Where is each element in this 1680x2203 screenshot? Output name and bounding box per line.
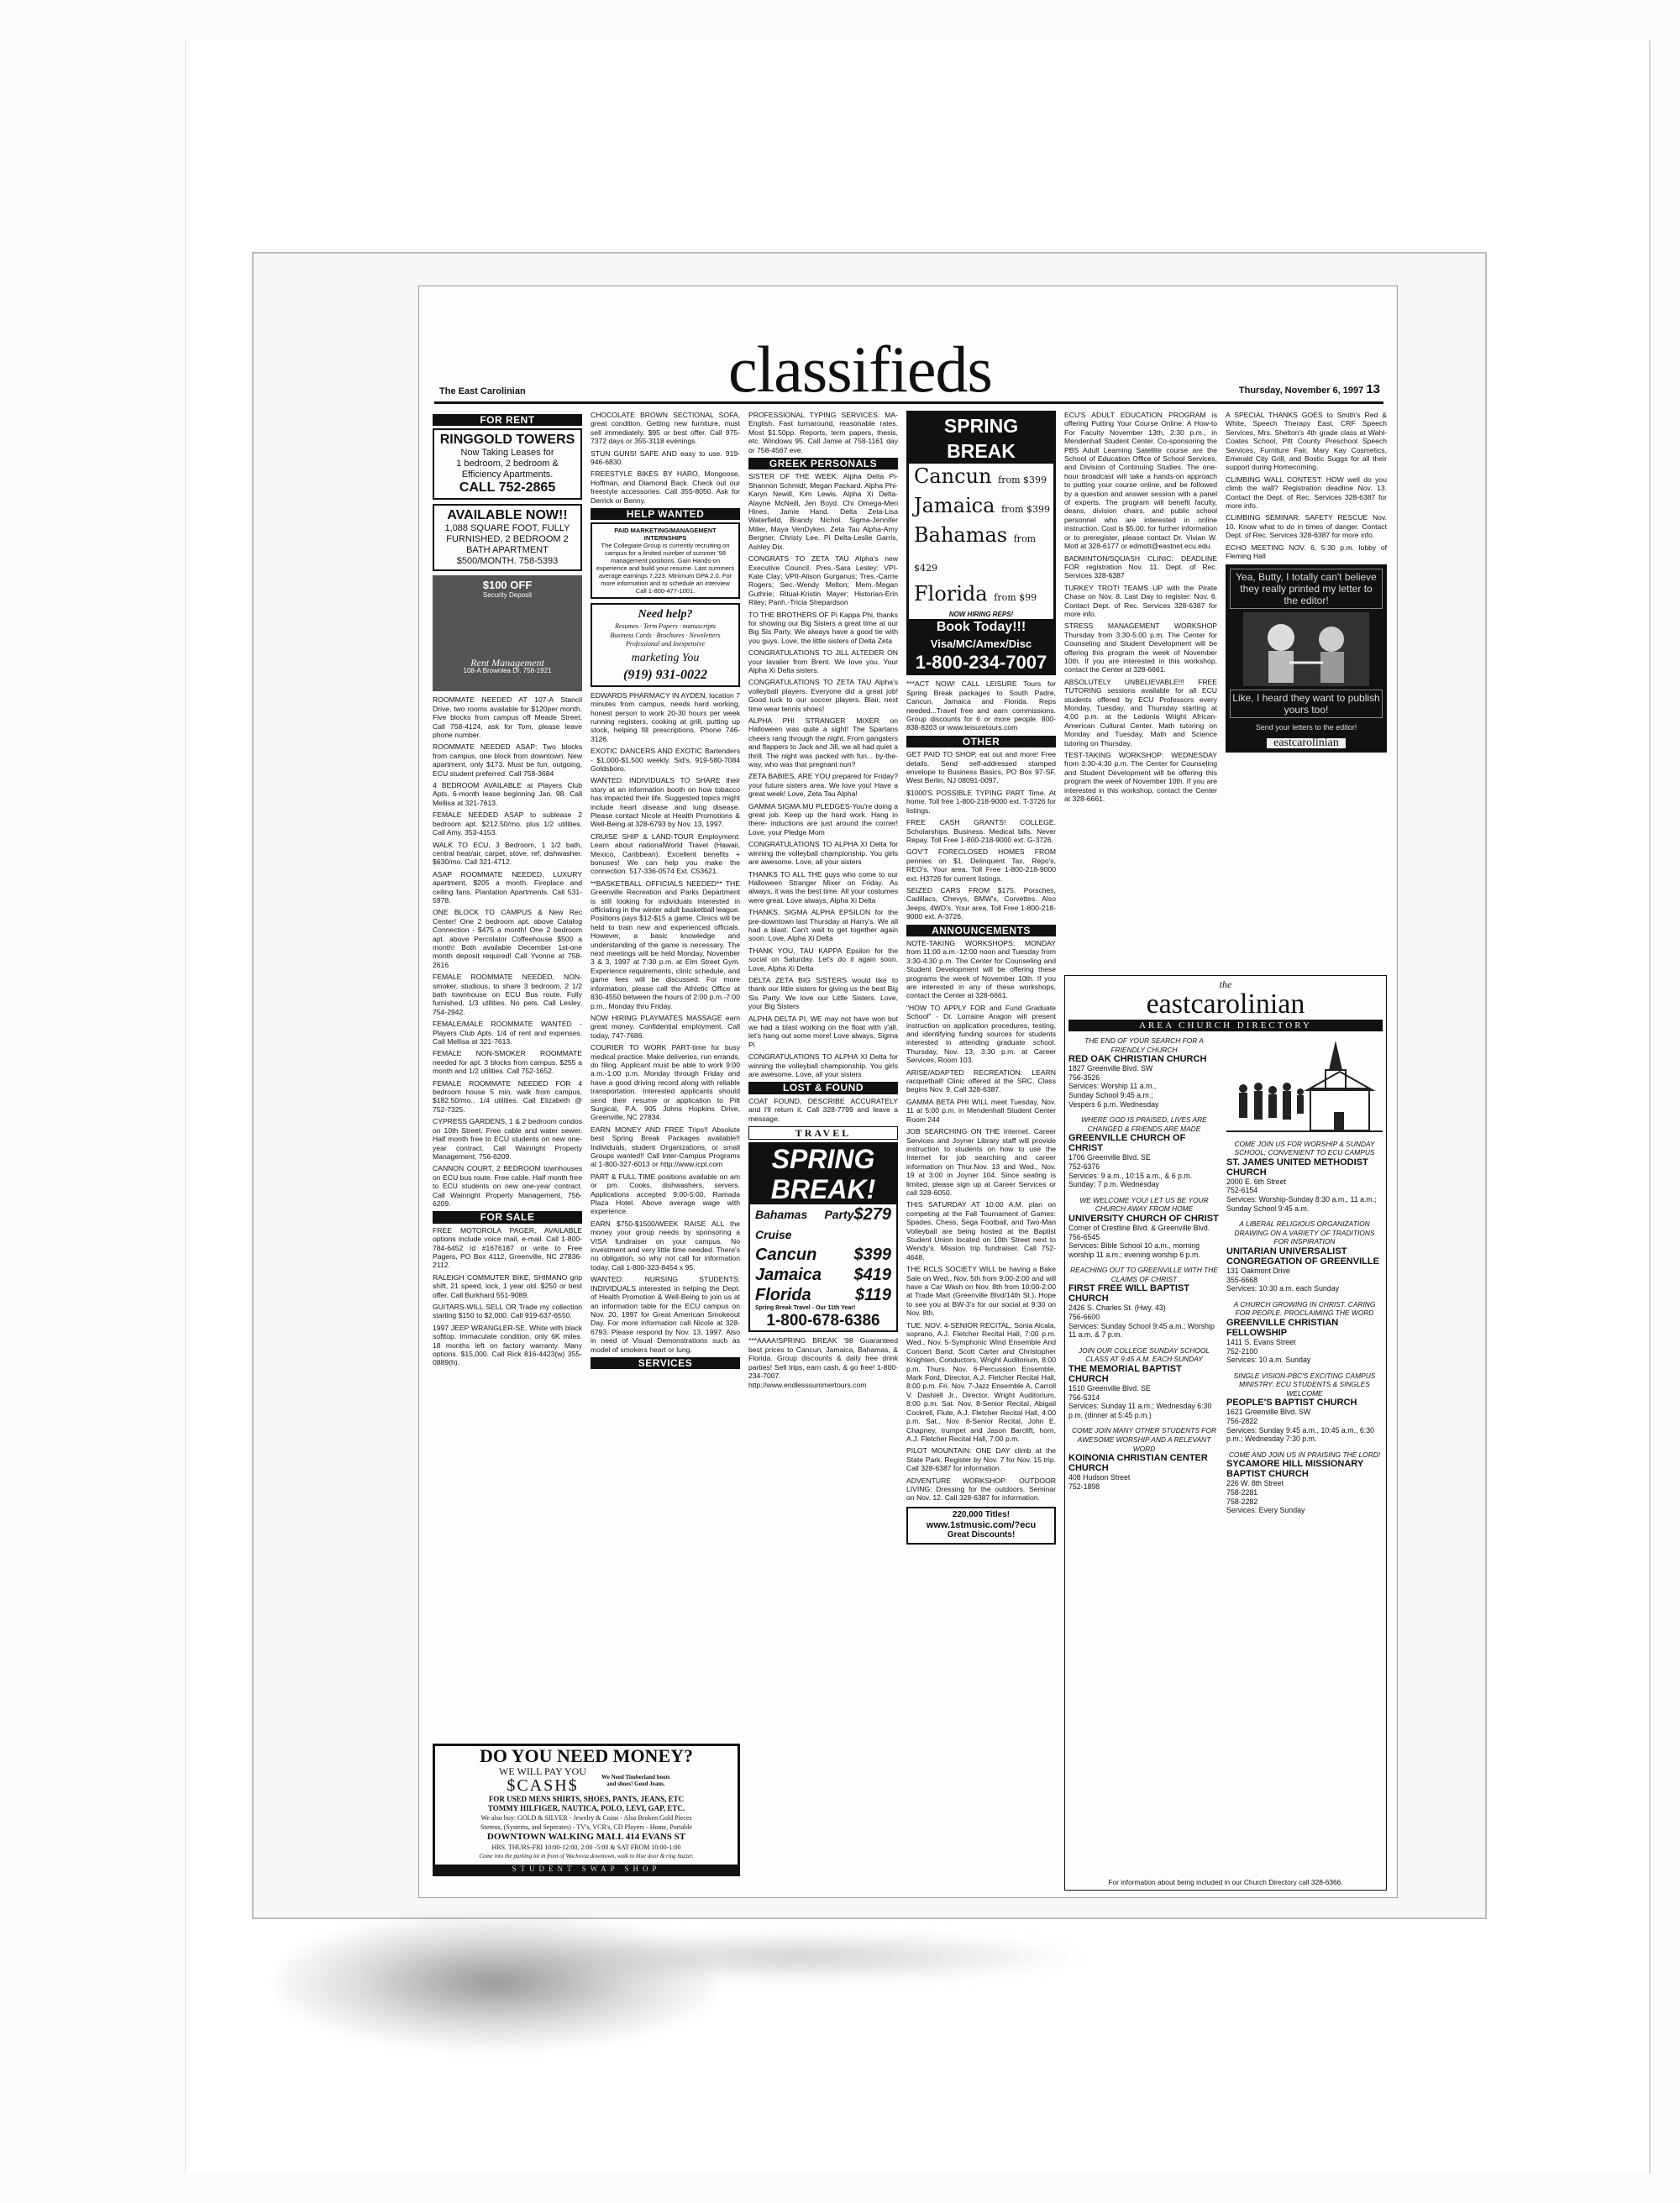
church-listing [1226,1450,1383,1515]
classified-ad: $1000'S POSSIBLE TYPING PART Time. At home. Toll free 1-800-218-9000 ext. T-3726 for listings. [906,788,1056,815]
church-illustration [1226,1036,1383,1137]
church-detail: Sunday School 9:45 a.m.; [1068,1090,1153,1099]
church-tagline: REACHING OUT TO GREENVILLE WITH THE CLAIMS OF CHRIST [1070,1266,1218,1283]
announcements-list [906,939,1056,1503]
church-listing [1226,1140,1383,1214]
column-6 [1226,411,1387,753]
ringgold-towers-ad [433,428,582,500]
church-name: THE MEMORIAL BAPTIST CHURCH [1068,1364,1182,1385]
church-name: GREENVILLE CHRISTIAN FELLOWSHIP [1226,1317,1339,1338]
church-tagline: WHERE GOD IS PRAISED, LIVES ARE CHANGED & FRIENDS ARE MADE [1081,1115,1207,1133]
classified-ad: FEMALE ROOMMATE NEEDED, NON-smoker, studious, to share 3 bedroom, 2 1/2 bath townhouse on ECU Bus route. Fully furnished, 1/3 utilities. No pets. Call Lesley. 754-2942. [433,973,582,1016]
classified-ad: EDWARDS PHARMACY IN AYDEN, location 7 minutes from campus, needs hard working, honest person to work 20-30 hours per week running registers, cooking at grill, putting up stock, helping fill prescriptions. Phone 746-3126. [591,690,740,743]
rent-ads-list [433,695,582,1208]
greek-personal-ad: CONGRATULATIONS TO ALPHA XI Delta for winning the volleyball championship. You girls are awesome. Love, all your sisters [748,1052,898,1079]
announcement: ABSOLUTELY UNBELIEVABLE!!! FREE TUTORING sessions available for all ECU students offered by ECU Professors every Monday, Tuesday, and Thursday starting at 4:00 p.m. at the Ledonia Wright African-American Cultural Center. Math tutoring on Monday and Tuesday, Math and Science tutoring on Thursday. [1064,677,1217,747]
church-listing [1068,1426,1220,1491]
page-number: 13 [1366,382,1380,396]
need-money-ad [433,1744,740,1876]
church-detail: Services: 10 a.m. Sunday [1226,1356,1311,1365]
church-name: UNIVERSITY CHURCH OF CHRIST [1068,1213,1219,1224]
church-directory [1064,975,1387,1891]
price: $419 [853,1266,891,1285]
church-listing [1068,1036,1220,1109]
classified-ad: FEMALE/MALE ROOMMATE WANTED - Players Club Apts. 1/4 of rent and expenses. Call Mellisa at 321-7613. [433,1020,582,1046]
classified-ad: **BASKETBALL OFFICIALS NEEDED** THE Greenville Recreation and Parks Department is still looking for individuals interested in officiating in the winter adult basketball league. Positions pays $12-$15 a game. Clinics will be held to train new and experienced officials. However, a basic knowledge and understanding of the game is necessary. The next meetings will be held Monday, November 3 & 3, 1997 at 7:30 p.m. at Elm Street Gym. Experience requirements, clinic schedule, and game fees will be discussed. For more information, please call the Athletic Office at 830-4550 between the hours of 2:00 p.m.-7:00 p.m., Monday thru Friday. [591,879,740,1010]
classified-ad: FREE CASH GRANTS! COLLEGE. Scholarships. Business. Medical bills. Never Repay. Toll Free 1-800-218-9000 ext. G-3726. [906,818,1056,844]
classified-ad: ROOMMATE NEEDED ASAP: Two blocks from campus, one block from downtown. New apartment, only $173. Must be fun, outgoing, ECU student preferred. Call 758-3684 [433,742,582,778]
church-detail: 756-6545 [1068,1232,1100,1241]
ad-title: BREAK! [750,1174,896,1204]
ad-quote: Yea, Butty, I totally can't believe they really printed my letter to the editor! [1230,569,1383,609]
date-text: Thursday, November 6, 1997 [1238,386,1364,396]
ad-phone: CALL 752-2865 [459,480,556,496]
ad-title: DO YOU NEED MONEY? [479,1745,694,1766]
church-detail: 2000 E. 6th Street [1226,1177,1286,1186]
classified-ad: CYPRESS GARDENS, 1 & 2 bedroom condos on 10th Street. Free cable and water sewer. Half month free to ECU students on new one-year contract. Call Wainright Property Management, 756-6209. [433,1117,582,1161]
announcement: TURKEY TROT! TEAMS UP with the Pirate Chase on Nov. 8. Last Day to register: Nov. 6. Contact Dept. of Rec. Services 328-6387 for more info. [1064,583,1217,618]
classified-ad: EARN MONEY AND FREE Trips!! Absolute best Spring Break Packages available!! Individuals, student Organizations, or small Groups wanted!! Call Inter-Campus Programs at 1-800-327-6013 or http://www.icpt.com [591,1125,740,1169]
ad-spring-break-98: ***AAAA!SPRING BREAK '98 Guaranteed best prices to Cancun, Jamaica, Bahamas, & Florida. Group discounts & daily free drink parties! Sell trips, earn cash, & go free! 1-800-234-7007. http://www.endlesssummertours.com [748,1336,898,1389]
price: from $429 [914,533,1037,574]
greek-personal-ad: SISTER OF THE WEEK: Alpha Delta Pi-Shannon Schmidt, Megan Packard. Alpha Phi-Karyn Newill, Kim Lewis. Alpha Xi Delta-Alayne McNeill, Jen Boyd. Chi Omega-Meri Hines, Jamie Hand. Delta Zeta-Lisa Waterfield, Brandy Nichol. Sigma-Jennifer Miller, Maya VenDyken. Zeta Tau Alpha-Amy Bergner, Christy Lee. Pi Delta-Leslie Garris, Ashley Dix. [748,472,898,551]
church-tagline: THE END OF YOUR SEARCH FOR A FRIENDLY CHURCH [1084,1036,1204,1054]
church-detail: 752-1898 [1068,1482,1100,1491]
destination: Bahamas Party Cruise [755,1208,854,1242]
classified-ad: ONE BLOCK TO CAMPUS & New Rec Center! One 2 bedroom apt. above Catalog Connection - $475 a month! One 2 bedroom apt. above Percolator Coffeehouse $500 a month! Both available December 1st-one month deposit required! Call Yvonne at 758-2616 [433,908,582,969]
church-detail: 752-6376 [1068,1162,1100,1171]
church-detail: Services: Sunday School 9:45 a.m.; Worship 11 a.m. & 7 p.m. [1068,1321,1215,1340]
price: $399 [853,1246,891,1265]
greek-personal-ad: DELTA ZETA BIG SISTERS would like to thank our little sisters for giving us the best Big Sis Party. We love our Little Sisters. Love, your Big Sisters [748,975,898,1011]
directory-title: AREA CHURCH DIRECTORY [1068,1020,1383,1031]
first-music-ad [906,1507,1056,1545]
price: $279 [853,1205,891,1225]
church-detail: 1510 Greenville Blvd. SE [1068,1384,1151,1393]
church-tagline: A LIBERAL RELIGIOUS ORGANIZATION DRAWING ON A VARIETY OF TRADITIONS FOR INSPIRATION [1234,1220,1375,1246]
ad-line: Resumes · Term Papers · manuscripts [615,622,716,631]
classified-ad: STUN GUNS! SAFE AND easy to use. 919-946-6830. [591,448,740,467]
greek-personal-ad: ZETA BABIES, ARE YOU prepared for Friday? your future sisters area. We love you! Have a great week! Love, Zeta Tau Alpha! [748,772,898,799]
church-tagline: SINGLE VISION-PBC'S EXCITING CAMPUS MINISTRY: ECU STUDENTS & SINGLES WELCOME [1233,1371,1376,1398]
ad-line: FOR USED MENS SHIRTS, SHOES, PANTS, JEANS, ETC [488,1795,685,1803]
ad-logo: Rent Management [470,657,544,669]
directory-footer: For information about being included in our Church Directory call 328-6366. [1108,1878,1343,1886]
greek-personal-ad: THANKS, SIGMA ALPHA EPSILON for the pre-downtown last Thursday at Harry's. We all had a blast. Can't wait to get together again soon. Love, Alpha Xi Delta [748,908,898,943]
church-detail: 752-2100 [1226,1346,1258,1356]
destination: Florida [755,1286,811,1305]
ad-line: 220,000 Titles! [952,1509,1011,1519]
church-listing [1068,1346,1220,1420]
announcement: THE RCLS SOCIETY WILL be having a Bake Sale on Wed., Nov. 5th from 9:00-2:00 and will have a Car Wash on Nov. 8th from 10:00-2:00 at Trade Mart (Greenville Blvd/14th St.). Hope to see you at BW-3's for our social at 9:30 on Nov. 8th. [906,1265,1056,1318]
church-list-right [1226,1036,1383,1522]
spring-break-travel-ad [748,1142,898,1332]
classified-ad: FEMALE NEEDED ASAP to sublease 2 bedroom apt. $212.50/mo. plus 1/2 utilities. Call Amy. 353-4153. [433,810,582,837]
price: from $99 [994,592,1037,603]
church-detail: 226 W. 8th Street [1226,1479,1284,1488]
announcement: TEST-TAKING WORKSHOP: WEDNESDAY from 3:30-4:30 p.m. The Center for Counseling and Student Development will be offering this program the week of November 10th. If you are interested in this workshop, contact the Center at 328-6661. [1064,751,1217,804]
church-detail: 756-2822 [1226,1417,1258,1426]
classified-ad: FEMALE NON-SMOKER ROOMMATE needed for apt. 3 blocks from campus. $255 a month and 1/2 utilities. Call 752-1652. [433,1049,582,1076]
destination-row [909,581,1053,611]
destination: Jamaica [914,494,995,517]
church-tagline: COME JOIN MANY OTHER STUDENTS FOR AWESOME WORSHIP AND A RELEVANT WORD [1071,1426,1216,1453]
announcement: A SPECIAL THANKS GOES to Smith's Red & White, Speech Therapy East, CRF Speech Services, Mrs. Shelton's 4th grade class at Wahl-Coates School, Pitt County Preschool Speech Services, Furniture Fair, Mary Kay Cosmetics, Emerald City Grill, and Bostic Suggs for all their support during Homecoming. [1226,411,1387,472]
classified-ad: WANTED: NURSING STUDENTS: INDIVIDUALS interested in helping the Dept. of Health Promotion & Well-Being to join us at an information table for the ECU campus on Nov. 20, 1997 for Great American Smokeout Day. For more information call Nicole at 328-6793. Please respond by Nov. 13, 1997. Also in need of Visual Demonstrations such as model of smokers heart or lung. [591,1275,740,1354]
newspaper-page [418,286,1398,1898]
church-detail: Services: 10:30 a.m. each Sunday [1226,1284,1339,1293]
classified-ad: CHOCOLATE BROWN SECTIONAL SOFA, great condition. Getting new furniture, must sell immediately. $95 or best offer. Call 975-7372 days or 355-3118 evenings. [591,411,740,446]
classified-ad: RALEIGH COMMUTER BIKE, SHIMANO grip shift, 21 speed, lock, 1 year old. $250 or best offer. Call Burkhard 551-9089. [433,1272,582,1299]
church-detail: 756-6600 [1068,1313,1100,1322]
section-header-announcements: ANNOUNCEMENTS [906,925,1056,936]
church-name: KOINONIA CHRISTIAN CENTER CHURCH [1068,1453,1208,1474]
ad-line: Efficiency Apartments. [461,469,554,480]
section-header-travel: TRAVEL [748,1126,898,1140]
ad-title: AVAILABLE NOW!! [447,508,568,523]
announcement: GAMMA BETA PHI WILL meet Tuesday, Nov. 11 at 5:00 p.m. in Mendenhall Student Center Room 244 [906,1097,1056,1124]
section-header-for-sale: FOR SALE [433,1211,582,1223]
ad-cash: $CASH$ [507,1776,579,1795]
church-detail: Vespers 6 p.m. Wednesday [1068,1099,1159,1109]
church-detail: 756-5314 [1068,1393,1100,1402]
church-detail: Services: Every Sunday [1226,1506,1305,1515]
ad-phone: 1-800-234-7007 [909,653,1053,673]
classified-ad: CRUISE SHIP & LAND-TOUR Employment: Learn about nationalWorld Travel (Hawaii, Mexico, Caribbean). Excellent benefits + bonuses! We can help you make the connection. 517-336-0574 Ext. C53621. [591,831,740,876]
marketing-you-ad [591,603,740,686]
ad-line: We also buy: GOLD & SILVER - Jewelry & Coins - Also Broken Gold Pieces [480,1814,692,1822]
ad-line: Book Today!!! [909,619,1053,636]
announcement: PILOT MOUNTAIN: ONE DAY climb at the State Park. Register by Nov. 7 for Nov. 15 trip. Call 328-6387 for information. [906,1446,1056,1473]
classified-ad: EXOTIC DANCERS AND EXOTIC Bartenders - $1,000-$1,500 weekly. Sid's, 919-580-7084 Goldsboro. [591,747,740,773]
available-now-ad [433,504,582,571]
services-list [748,411,898,454]
classified-ad: GUITARS-WILL SELL OR Trade my collection starting $150 to $2,000. Call 919-637-6550. [433,1303,582,1320]
ad-body: The Collegiate Group is currently recruiting on campus for a limited number of summer '98 management positions. Gain Hands-on experience and build your resume. Last summers average earnings 7,223. Minimum GPA 2.0. For more information and to schedule an interview Call 1-800-477-1001. [596,542,735,595]
church-name: FIRST FREE WILL BAPTIST CHURCH [1068,1283,1190,1304]
ad-line: NOW HIRING REPS! [948,611,1014,618]
church-detail: 758-2281 [1226,1488,1258,1498]
section-header-greek-personals: GREEK PERSONALS [748,458,898,469]
column-5 [1064,411,1217,806]
issue-date [1239,382,1380,396]
church-listing [1226,1300,1383,1365]
destination-list [909,464,1053,611]
ad-line: Professional and Inexpensive [626,640,705,648]
church-name: SYCAMORE HILL MISSIONARY BAPTIST CHURCH [1226,1459,1363,1480]
price: $119 [854,1286,891,1305]
classified-ad: ***ACT NOW! CALL LEISURE Tours for Spring Break packages to South Padre, Cancun, Jamaica and Florida. Reps needed...Travel free and earn commissions. Group discounts for 6 or more people. 800-838-8203 or www.leisuretours.com [906,679,1056,732]
destination: Jamaica [755,1266,822,1285]
classified-ad: NOW HIRING PLAYMATES MASSAGE earn great money. Confidential employment. Call today, 747-7686. [591,1013,740,1040]
announcement: CLIMBING SEMINAR: SAFETY RESCUE Nov. 10. Know what to do in times of danger. Contact Dept. of Rec. Services 328-6387 for more info. [1226,513,1387,540]
announcement: BADMINTON/SQUASH CLINIC: DEADLINE FOR registration Nov. 11. Dept. of Rec. Services 328-6387 [1064,553,1217,580]
ad-line: $500/MONTH. 758-5393 [456,556,559,567]
announcement: ADVENTURE WORKSHOP: OUTDOOR LIVING: Dressing for the outdoors. Seminar on Nov. 12. Call 328-6387 for information. [906,1476,1056,1503]
paper-name: The East Carolinian [439,386,526,396]
ad-line: 1,088 SQUARE FOOT, FULLY [444,523,570,534]
ad-logo: eastcarolinian [1267,738,1346,748]
church-listing [1068,1115,1220,1189]
church-tagline: A CHURCH GROWING IN CHRIST. CARING FOR PEOPLE. PROCLAIMING THE WORD [1233,1299,1376,1318]
rent-management-ad [433,575,582,691]
ad-line: Security Deposit [482,591,533,600]
masthead-name: eastcarolinian [1146,989,1305,1020]
ad-footer: STUDENT SWAP SHOP [435,1865,738,1874]
ad-url: www.1stmusic.com/?ecu [926,1520,1037,1531]
ad-phone: 1-800-678-6386 [766,1312,880,1330]
church-detail: 408 Hudson Street [1068,1473,1131,1482]
church-detail: Services: Worship-Sunday 8:30 a.m., 11 a.m.; Sunday School 9:45 a.m. [1226,1194,1377,1213]
greek-personal-ad: TO THE BROTHERS OF Pi Kappa Phi, thanks for showing our Big Sisters a great time at our Big Sis Party. We always have a good tie with you guys. Love, the little sisters of Delta Zeta [748,610,898,645]
announcement: JOB SEARCHING ON THE Internet. Career Services and Joyner Library staff will provide instruction to students on how to use the Internet for job searching and career information on Thur.Nov. 13 and Wed., Nov. 19 at 3:00 in Joyner 104. Since seating is limited, please sign up at Career Services or call 328-6050. [906,1127,1056,1197]
church-detail: 758-2282 [1226,1497,1258,1506]
travel-list [906,679,1056,732]
announcements-list-cont [1064,411,1217,803]
ad-title: Need help? [638,608,693,622]
destination: Bahamas [914,523,1008,547]
sale-ads-list [433,1226,582,1367]
announcement: ECU'S ADULT EDUCATION PROGRAM is offering Putting Your Course Online: A How-to For Faculty November 13th, 2:30 p.m., in Mendenhall Student Center. Co-sponsoring the PBS Adult Learning Satellite course are the School of Education Office of School Services, and Division of Continuing Studies. The one-hour broadcast will take a hands-on approach to putting your course online, and be followed by a question and answer session with a panel of experts. The program will benefit faculty, deans, division chairs, and public school personnel who are interested in online instruction. Cost is $5.00. for further information or to preregister, please contact Dr. Vivian W. Mott at 328-6177 or edmott@eastnet.ecu.edu. [1064,411,1217,551]
church-list-right-items [1226,1140,1383,1515]
section-header-for-rent: FOR RENT [433,414,582,426]
church-detail: Services: 9 a.m., 10:15 a.m., & 6 p.m. Sunday; 7 p.m. Wednesday [1068,1171,1193,1189]
section-title: classifieds [728,333,992,406]
classified-ad: GET PAID TO SHOP, eat out and more! Free details. Send self-addressed stamped envelope to Business Basics, PO Box 97-SF, West Berlin, NJ 08091-0097. [906,750,1056,785]
church-tagline: COME AND JOIN US IN PRAISING THE LORD! [1228,1450,1381,1459]
ad-line: Business Cards · Brochures · Newsletters [610,631,721,639]
section-header-other: OTHER [906,736,1056,747]
destination: Cancun [914,464,992,488]
spring-break-ad [906,411,1056,675]
column-1 [433,411,582,1371]
ad-title: $100 OFF [482,579,533,592]
greek-personal-ad: ALPHA DELTA PI, WE may not have won but we had a blast working on the float with y'all. let's hang out some more! Love always, Sigma Pi [748,1014,898,1049]
church-columns [1068,1036,1383,1522]
internship-ad [591,522,740,599]
ad-directions: Come into the parking lot in front of Wachovia downtown, walk to blue door & ring buzzer. [479,1853,694,1859]
church-listing [1226,1220,1383,1293]
announcement: THIS SATURDAY AT 10:00 A.M. plan on competing at the Fall Tournament of Games: Spades, Chess, Sega Football, and Two-Man Volleyball are being hosted at the Baptist Student Union located on 10th Street next to Wendy's. Mission trip fundraiser. Call 752-4648. [906,1200,1056,1261]
travel-price-row [750,1265,896,1285]
classified-ad: COAT FOUND, DESCRIBE ACCURATELY and I'll return it. Call 328-7799 and leave a message. [748,1096,898,1123]
classified-ad: WALK TO ECU, 3 Bedroom, 1 1/2 bath, central heat/air, carpet, stove, ref, dishwasher. $630/mo. Call 321-4712. [433,840,582,867]
church-detail: 1621 Greenville Blvd. SW [1226,1408,1311,1417]
ad-quote: Like, I heard they want to publish yours too! [1230,690,1383,718]
classified-ad: COURIER TO WORK PART-time for busy medical practice. Make deliveries, run errands, do filing. Applicant must be able to work 9:00 a.m.-1:00 p.m. Monday through Friday and have a good driving record along with reliable transportation. Interested applicants should send their resume or application to Pitt Surgical, P.A. 905 Johns Hopkins Drive, Greenville, NC 27834. [591,1043,740,1122]
church-tagline: COME JOIN US FOR WORSHIP & SUNDAY SCHOOL; CONVENIENT TO ECU CAMPUS [1234,1139,1375,1157]
church-detail: 1827 Greenville Blvd. SW [1068,1064,1153,1073]
church-name: GREENVILLE CHURCH OF CHRIST [1068,1133,1186,1154]
ad-brand: marketing You [631,651,700,664]
greek-personal-ad: ALPHA PHI STRANGER MIXER on Halloween was quite a sight! The Spartans cheers rang through the night. From gangsters and flappers to Jack and Jill, we all had quiet a thrill. The night was packed with fun... by-the-way, who was that pregnant nun? [748,716,898,769]
greek-personals-list [748,472,898,1078]
destination-row [909,522,1053,581]
greek-personal-ad: CONGRATULATIONS TO ALPHA XI Delta for winning the volleyball championship. You girls are awesome. Love, all your sisters [748,840,898,867]
travel-price-row [750,1204,896,1245]
price: from $399 [998,475,1047,485]
classified-ad: 1997 JEEP WRANGLER-SE. White with black softtop. Immaculate condition, only 6K miles. 18 months left on factory warranty. Many options. $15,000. Call Rick 816-4423(w) 355-0889(h). [433,1323,582,1367]
church-name: ST. JAMES UNITED METHODIST CHURCH [1226,1157,1368,1178]
church-listing [1068,1196,1220,1260]
church-name: PEOPLE'S BAPTIST CHURCH [1226,1398,1357,1408]
greek-personal-ad: CONGRATULATIONS TO ZETA TAU Alpha's volleyball players. Everyone did a great job! Good luck to our soccer players. Blair, next time wear tennis shoes! [748,678,898,713]
ad-line: Send your letters to the editor! [1255,722,1357,732]
greek-personal-ad: THANK YOU, TAU KAPPA Epsilon for the social on Saturday. Let's do it again soon. Love, Alpha Xi Delta [748,946,898,973]
classified-ad: FREESTYLE BIKES BY HARO, Mongoose, Hoffman, and Diamond Back. Check out our freestyle accessories. Call 355-8050. Ask for Derrick or Benny. [591,469,740,505]
church-detail: 355-6668 [1226,1275,1258,1284]
classified-ad: ROOMMATE NEEDED AT 107-A Stancil Drive, two rooms available for $120per month. Five blocks from campus off Meade Street. Call 758-4124, ask for Tom, please leave phone number. [433,695,582,740]
destination: Florida [914,582,988,606]
lost-found-list [748,1097,898,1123]
ad-title: SPRING BREAK [909,413,1053,464]
church-detail: Corner of Crestline Blvd. & Greenville Blvd. [1068,1223,1210,1232]
ad-line: BATH APARTMENT [466,545,549,556]
church-detail: Services: Bible School 10 a.m., morning worship 11 a.m.; evening worship 6 p.m. [1068,1241,1200,1259]
church-listing [1068,1266,1220,1340]
greek-personal-ad: THANKS TO ALL THE guys who come to our Halloween Stranger Mixer on Friday. As always, it was the best time. All your costumes were great. Love always, Alpha Xi Delta [748,869,898,905]
church-directory-masthead [1068,979,1383,1031]
church-detail: 752-6154 [1226,1186,1258,1195]
section-header-help-wanted: HELP WANTED [591,508,740,520]
column-4 [906,411,1056,1545]
ad-line: Stereos, (Systems, and Seperates) - TV's, VCR's, CD Players - Home, Portable [480,1823,692,1831]
classified-ad: WANTED: INDIVIDUALS TO SHARE their story at an information booth on how tobacco has impacted their life. Suggested topics might include heart disease and lung disease. Please contact Nicole at Health Promotions & Well-Being at 328-6793 by Nov. 13, 1997. [591,776,740,829]
travel-price-row [750,1285,896,1305]
ad-note: Spring Break Travel - Our 11th Year! [755,1305,856,1312]
classified-ad: ASAP ROOMMATE NEEDED, LUXURY apartment, $205 a month. Fireplace and ceiling fans. Plantation Apartments. Call 531-5978. [433,869,582,905]
ad-address: 108-A Brownlea Dr. 758-1921 [463,667,552,675]
other-list [906,750,1056,921]
church-list-left [1068,1036,1220,1522]
church-detail: Services: Worship 11 a.m., [1068,1082,1157,1091]
church-detail: 1706 Greenville Blvd. SE [1068,1153,1151,1162]
cartoon-illustration [1243,612,1369,686]
section-header-services: SERVICES [591,1357,740,1369]
greek-personal-ad: CONGRATULATIONS TO JILL ALTEDER ON your lavalier from Brent. We love you. Your Alpha Xi Delta sisters. [748,648,898,674]
ad-title: PAID MARKETING/MANAGEMENT INTERNSHIPS [614,527,717,543]
classified-ad: PART & FULL TIME positions available on am or pm. Cooks, dishwashers, servers. Applications accepted 9:00-5:00, Ramada Plaza Hotel. Above average wage with experience. [591,1172,740,1216]
classified-ad: 4 BEDROOM AVAILABLE at Players Club Apts. 6-month lease beginning Jan. 98. Call Mellisa at 321-7613. [433,781,582,807]
travel-price-list [750,1204,896,1305]
ad-line: 1 bedroom, 2 bedroom & [456,459,559,469]
greek-personal-ad: CONGRATS TO ZETA TAU Alpha's new Executive Council. Pres.-Sara Lesley; VPI-Kate Clay; VPII-Alison Gurganus; Tres.-Carrie Rogers; Sec.-Wendy Melton; Mem.-Megan Guthrie; Ritual-Kristin Mayer; Historian-Erin Riley; Panh.-Tricia Shepardson [748,554,898,607]
ad-line: Visa/MC/Amex/Disc [909,636,1053,653]
classified-ad: SEIZED CARS FROM $175. Porsches, Cadillacs, Chevys, BMW's, Corvettes. Also Jeeps, 4WD's. Your area. Toll Free 1-800-218-9000 ext. A-3726. [906,885,1056,921]
ad-hours: HRS. THURS-FRI 10:00-12:00, 2:00 -5:00 & SAT FROM 10:00-1:00 [491,1844,681,1851]
ad-title: SPRING [750,1144,896,1174]
ad-line: TOMMY HILFIGER, NAUTICA, POLO, LEVI, GAP, ETC. [487,1804,685,1812]
church-tagline: JOIN OUR COLLEGE SUNDAY SCHOOL CLASS AT 9:45 A.M. EACH SUNDAY [1078,1345,1210,1364]
greek-personal-ad: GAMMA SIGMA MU PLEDGES-You're doing a great job. Keep up the hard work. Hang in there- inductions are just around the corner! Love, your Pledge Mom [748,801,898,837]
classified-ad: PROFESSIONAL TYPING SERVICES. MA-English. Fast turnaround, reasonable rates. Most $1.50pp. Reports, term papers, thesis, etc. Windows 95. Call Jamie at 758-1161 day or 758-4567 eve. [748,411,898,454]
ad-phone: (919) 931-0022 [623,667,707,682]
church-listing [1226,1372,1383,1444]
ad-line: Now Taking Leases for [460,448,554,459]
announcement: CLIMBING WALL CONTEST: HOW well do you climb the wall? Registration deadline Nov. 13. Contact the Dept. of Rec. Services 328-6387 for more info. [1226,475,1387,511]
letters-to-editor-ad [1226,564,1387,753]
church-detail: 2426 S. Charles St. (Hwy. 43) [1068,1303,1166,1313]
ad-line: WE WILL PAY YOU [499,1765,586,1777]
ad-line: Great Discounts! [947,1530,1016,1540]
section-header-lost-found: LOST & FOUND [748,1082,898,1094]
announcement: NOTE-TAKING WORKSHOPS: MONDAY from 11:00 a.m.-12:00 noon and Tuesday from 3:30-4:30 p.m. The Center for Counseling and Student Development will be offering these programs the week of November 10th. If you are interested in any of these workshops, contact the Center at 328-6661. [906,938,1056,1000]
ad-line: FURNISHED, 2 BEDROOM 2 [446,534,569,545]
masthead-small: the [1219,978,1232,990]
column-3 [748,411,898,1393]
announcement: ARISE/ADAPTED RECREATION: LEARN racquetball! Clinic offered at the SRC. Class begins Nov. 9. Call 328-6387. [906,1067,1056,1094]
announcement: "HOW TO APPLY FOR and Fund Graduate School" - Dr. Lorraine Aragon will present instruction on application procedures, testing, and identifying funding sources for students interested in attending graduate school. Thursday, Nov. 13, 3:30 p.m. at Career Services, Room 103. [906,1003,1056,1065]
classified-ad: EARN $750-$1500/WEEK RAISE ALL the money your group needs by sponsoring a VISA fundraiser on your campus. No investment and very little time needed. There's no obligation, so why not call for information today. Call 1-800-323-8454 x 95. [591,1219,740,1272]
classified-ad: GOV'T FORECLOSED HOMES FROM pennies on $1. Delinquent Tax, Repo's, REO's. Your area. Toll Free 1-800-218-9000 ext. H3726 for current listings. [906,847,1056,883]
scan-smudge [504,1932,1092,1982]
church-detail: 131 Oakmont Drive [1226,1266,1290,1275]
church-detail: Services: Sunday 9:45 a.m., 10:45 a.m., 6:30 p.m.; Wednesday 7:30 p.m. [1226,1425,1375,1444]
classified-ad: FREE MOTOROLA PAGER, AVAILABLE options include voice mail, e-mail. Call 1-800-784-6452 Id #1676187 or write to Free Pagers, PO Box 4112, Greenville, NC 27836-2112. [433,1225,582,1270]
church-name: UNITARIAN UNIVERSALIST CONGREGATION OF GREENVILLE [1226,1246,1379,1267]
church-tagline: WE WELCOME YOU! LET US BE YOUR CHURCH AWAY FROM HOME [1079,1195,1209,1214]
church-detail: Services: Sunday 11 a.m.; Wednesday 6:30 p.m. (dinner at 5:45 p.m.) [1068,1402,1212,1419]
ad-side-note: We Need Timberland boots and shoes! Good Jeans. [601,1774,670,1787]
ad-address: DOWNTOWN WALKING MALL 414 EVANS ST [486,1832,686,1842]
ad-title: RINGGOLD TOWERS [439,433,575,448]
sale-ads-list-cont [591,411,740,505]
church-detail: 1411 S. Evans Street [1226,1337,1296,1346]
masthead [434,333,1383,406]
classified-ad: CANNON COURT, 2 BEDROOM townhouses on ECU bus route. Free cable. Half month free to ECU students on new one-year contract. Call Wainright Property Management, 756-6209. [433,1164,582,1208]
column-2 [591,411,740,1372]
travel-price-row [750,1245,896,1265]
announcement: ECHO MEETING NOV. 6, 5:30 p.m. lobby of Fleming Hall [1226,543,1387,561]
church-name: RED OAK CHRISTIAN CHURCH [1068,1054,1207,1065]
help-wanted-list [591,691,740,1354]
announcement: TUE. NOV. 4-SENIOR RECITAL, Sonia Alcala, soprano, A.J. Fletcher Recital Hall, 7:00 p.m. Wed., Nov. 5-Symphonic Wind Ensemble And Concert Band; Scott Carter and Christopher Knighten, Conductors, Wright Auditorium, 8:00 p.m. Thurs. Nov. 6-Percussion Ensemble, Mark Ford, Director, A.J. Fletcher Recital Hall, 8:00 p.m. Fri. Nov. 7-Jazz Ensemble A, Carroll V. Dashiell Jr., Director, Wright Auditorium, 8:00 p.m. Sat. Nov. 8-Senior Recital, Abigail Cockrell, Flute, A.J. Fletcher Recital Hall, 4:00 p.m. Sat., Nov. 8-Senior Recital, John E. Chapney, trumpet and Jason Barclift, horn, A.J. Fletcher Recital Hall, 7:00 p.m. [906,1320,1056,1443]
church-detail: 756-3526 [1068,1073,1100,1082]
destination-row [909,493,1053,522]
destination: Cancun [755,1246,817,1265]
announcement: STRESS MANAGEMENT WORKSHOP Thursday from 3:30-5:00 p.m. The Center for Counseling and Student Development will be offering this program the week of November 10th. If you are interested in this workshop, contact the Center at 328-6661. [1064,622,1217,674]
destination-row [909,464,1053,493]
classified-ad: FEMALE ROOMMATE NEEDED FOR 4 bedroom house 5 min. walk from campus. $182.50/mo., 1/4 utilities. Call Elizabeth @ 752-7325. [433,1078,582,1114]
announcements-list-cont [1226,411,1387,561]
price: from $399 [1001,504,1050,515]
